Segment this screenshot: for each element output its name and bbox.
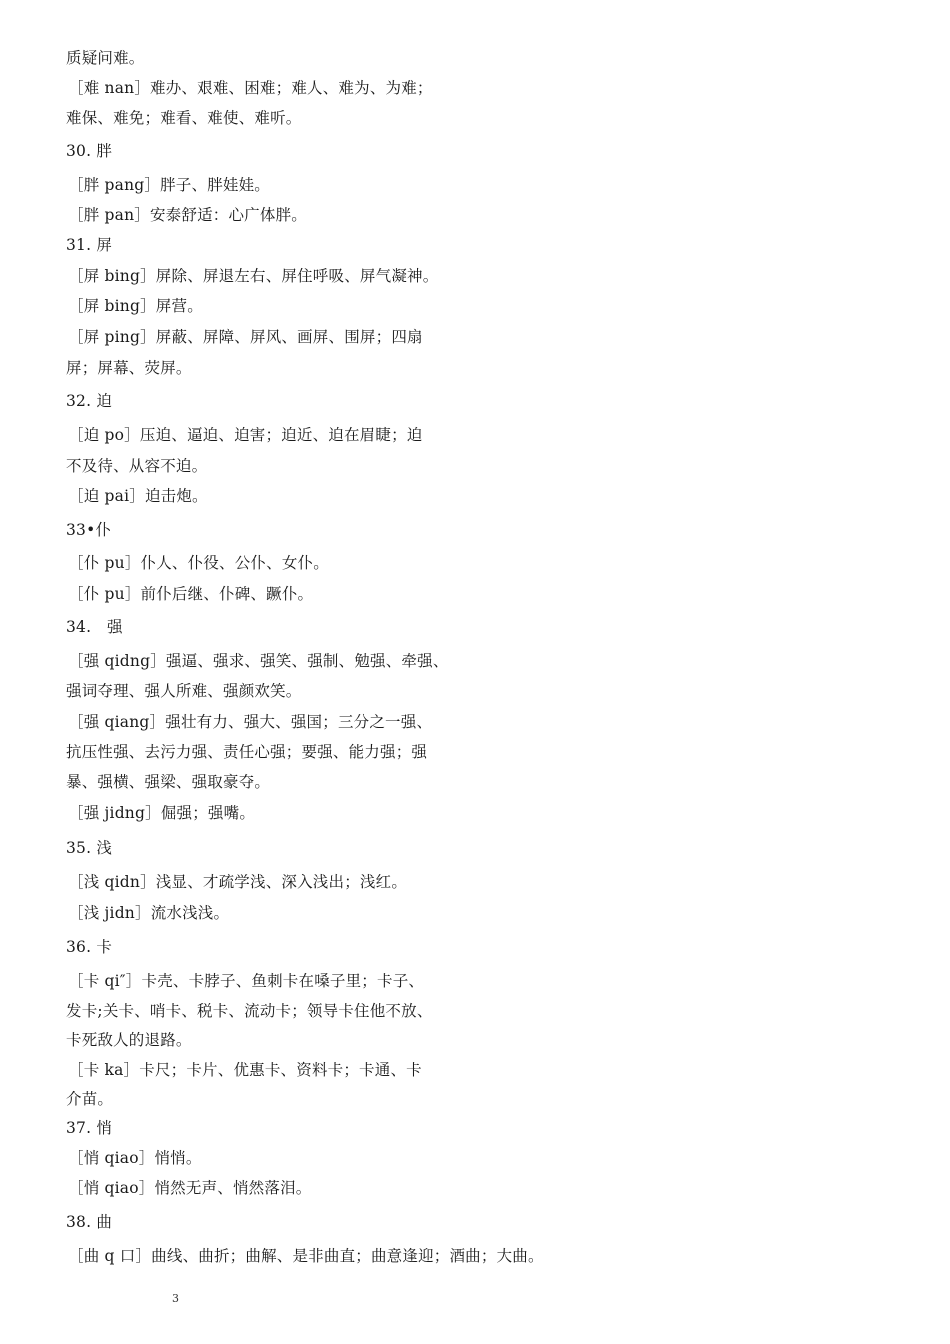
pronunciation-entry: ［屏 ping］屏蔽、屏障、屏风、画屏、围屏；四扇	[68, 328, 423, 346]
pronunciation-entry: ［曲 q 口］曲线、曲折；曲解、是非曲直；曲意逢迎；酒曲；大曲。	[68, 1247, 544, 1265]
section-heading: 36. 卡	[66, 938, 113, 956]
text-line: 不及待、从容不迫。	[66, 457, 208, 475]
pronunciation-entry: ［强 qidng］强逼、强求、强笑、强制、勉强、牵强、	[68, 652, 449, 670]
pronunciation-entry: ［悄 qiao］悄悄。	[68, 1149, 202, 1167]
pronunciation-entry: ［浅 jidn］流水浅浅。	[68, 904, 230, 922]
page-number: 3	[172, 1292, 179, 1305]
pronunciation-entry: ［卡 ka］卡尺；卡片、优惠卡、资料卡；卡通、卡	[68, 1061, 422, 1079]
pronunciation-entry: ［仆 pu］前仆后继、仆碑、蹶仆。	[68, 585, 314, 603]
pronunciation-entry: ［胖 pan］安泰舒适：心广体胖。	[68, 206, 307, 224]
text-line: 卡死敌人的退路。	[66, 1031, 192, 1049]
pronunciation-entry: ［屏 bing］屏营。	[68, 297, 203, 315]
text-line: 暴、强横、强梁、强取豪夺。	[66, 773, 271, 791]
section-heading: 34. 强	[66, 618, 123, 636]
pronunciation-entry: ［仆 pu］仆人、仆役、公仆、女仆。	[68, 554, 329, 572]
pronunciation-entry: ［浅 qidn］浅显、才疏学浅、深入浅出；浅红。	[68, 873, 408, 891]
section-heading: 37. 悄	[66, 1119, 113, 1137]
section-heading: 31. 屏	[66, 236, 113, 254]
pronunciation-entry: ［强 jidng］倔强；强嘴。	[68, 804, 256, 822]
text-line: 强词夺理、强人所难、强颜欢笑。	[66, 682, 302, 700]
text-line: 难保、难免；难看、难使、难听。	[66, 109, 302, 127]
section-heading: 38. 曲	[66, 1213, 113, 1231]
section-heading: 32. 迫	[66, 392, 113, 410]
text-line: 介苗。	[66, 1090, 114, 1108]
text-line: 发卡;关卡、哨卡、税卡、流动卡；领导卡住他不放、	[66, 1002, 433, 1020]
pronunciation-entry: ［难 nan］难办、艰难、困难；难人、难为、为难；	[68, 79, 433, 97]
text-line: 质疑问难。	[66, 49, 145, 67]
pronunciation-entry: ［胖 pang］胖子、胖娃娃。	[68, 176, 270, 194]
pronunciation-entry: ［屏 bing］屏除、屏退左右、屏住呼吸、屏气凝神。	[68, 267, 439, 285]
pronunciation-entry: ［强 qiang］强壮有力、强大、强国；三分之一强、	[68, 713, 433, 731]
section-heading: 35. 浅	[66, 839, 113, 857]
section-heading: 30. 胖	[66, 142, 113, 160]
section-heading: 33•仆	[66, 521, 112, 539]
text-line: 抗压性强、去污力强、责任心强；要强、能力强；强	[66, 743, 428, 761]
pronunciation-entry: ［迫 po］压迫、逼迫、迫害；迫近、迫在眉睫；迫	[68, 426, 423, 444]
pronunciation-entry: ［迫 pai］迫击炮。	[68, 487, 208, 505]
text-line: 屏；屏幕、荧屏。	[66, 359, 192, 377]
pronunciation-entry: ［卡 qi″］卡壳、卡脖子、鱼刺卡在嗓子里；卡子、	[68, 972, 425, 990]
pronunciation-entry: ［悄 qiao］悄然无声、悄然落泪。	[68, 1179, 312, 1197]
